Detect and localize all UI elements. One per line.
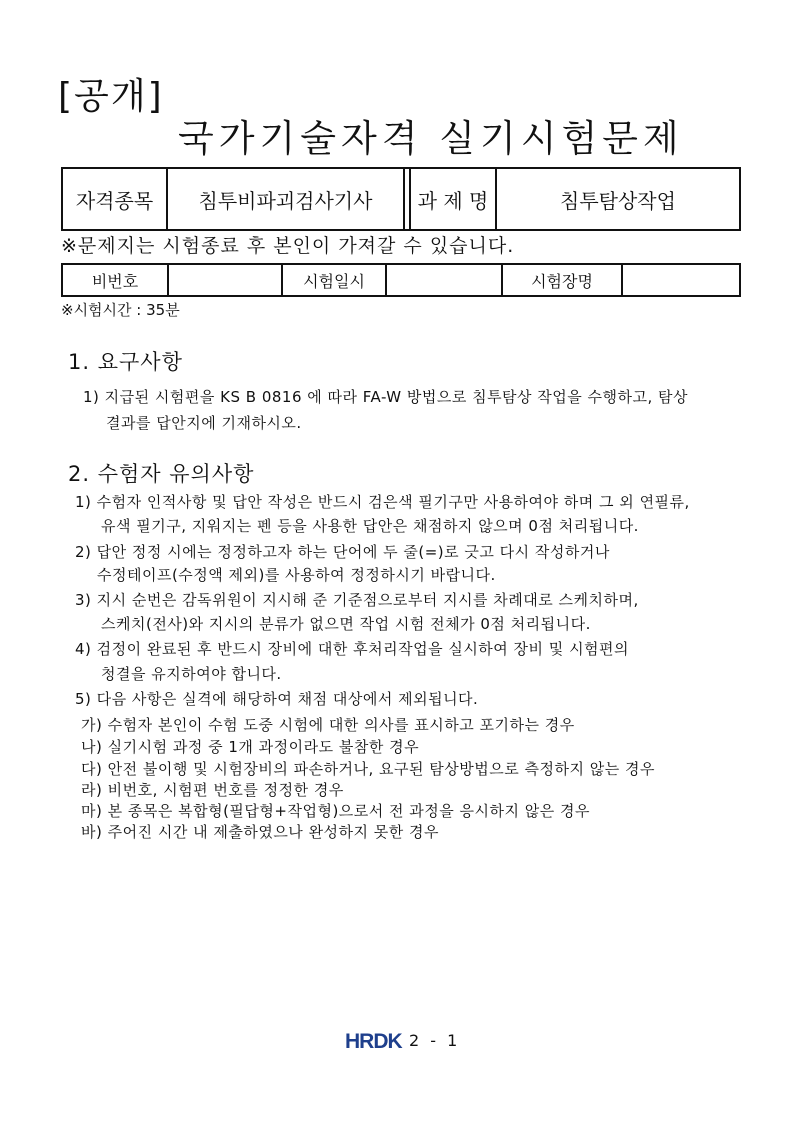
task-value-cell: 침투탐상작업 [496,168,740,230]
document-title: 국가기술자격 실기시험문제 [178,117,684,160]
task-label-cell: 과 제 명 [410,168,496,230]
disqualification-item: 바) 주어진 시간 내 제출하였으나 완성하지 못한 경우 [81,823,440,841]
disqualification-item: 가) 수험자 본인이 수험 도중 시험에 대한 의사를 표시하고 포기하는 경우 [81,716,575,734]
venue-label-cell: 시험장명 [502,264,622,296]
precaution-line: 5) 다음 사항은 실격에 해당하여 채점 대상에서 제외됩니다. [75,690,479,708]
exam-info-table [61,263,741,297]
precaution-line: 3) 지시 순번은 감독위원이 지시해 준 기준점으로부터 지시를 차례대로 스케치하며, [75,591,639,609]
page-number: 2 - 1 [409,1031,461,1050]
disqualification-item: 마) 본 종목은 복합형(필답형+작업형)으로서 전 과정을 응시하지 않은 경우 [81,802,590,820]
qualification-info-table [61,167,741,231]
number-label-cell: 비번호 [62,264,168,296]
precaution-line: 유색 필기구, 지워지는 펜 등을 사용한 답안은 채점하지 않으며 0점 처리됩니다. [101,517,639,535]
notice-text: ※문제지는 시험종료 후 본인이 가져갈 수 있습니다. [61,235,515,257]
field-value-cell: 침투비파괴검사기사 [167,168,404,230]
precaution-line: 2) 답안 정정 시에는 정정하고자 하는 단어에 두 줄(=)로 긋고 다시 작성하거나 [75,543,610,561]
hrdk-logo: HRDK [345,1030,402,1053]
disqualification-item: 나) 실기시험 과정 중 1개 과정이라도 불참한 경우 [81,738,420,756]
date-value-cell[interactable] [386,264,502,296]
public-label: [공개] [58,76,164,117]
disqualification-item: 라) 비번호, 시험편 번호를 정정한 경우 [81,781,344,799]
section-precautions-title: 2. 수험자 유의사항 [68,462,255,486]
precaution-line: 청결을 유지하여야 합니다. [101,665,282,683]
precaution-line: 4) 검정이 완료된 후 반드시 장비에 대한 후처리작업을 실시하여 장비 및 시험편의 [75,640,630,658]
exam-time-text: ※시험시간 : 35분 [61,301,180,319]
precaution-line: 1) 수험자 인적사항 및 답안 작성은 반드시 검은색 필기구만 사용하여야 하며 그 외 연필류, [75,493,690,511]
venue-value-cell[interactable] [622,264,740,296]
date-label-cell: 시험일시 [282,264,386,296]
disqualification-item: 다) 안전 불이행 및 시험장비의 파손하거나, 요구된 탐상방법으로 측정하지 않는 경우 [81,760,655,778]
section-requirements-title: 1. 요구사항 [68,350,183,374]
field-label-cell: 자격종목 [62,168,167,230]
requirement-line: 1) 지급된 시험편을 KS B 0816 에 따라 FA-W 방법으로 침투탐상 작업을 수행하고, 탐상 [83,388,689,406]
precaution-line: 수정테이프(수정액 제외)를 사용하여 정정하시기 바랍니다. [97,566,496,584]
precaution-line: 스케치(전사)와 지시의 분류가 없으면 작업 시험 전체가 0점 처리됩니다. [101,615,591,633]
requirement-line: 결과를 답안지에 기재하시오. [106,414,302,432]
number-value-cell[interactable] [168,264,282,296]
